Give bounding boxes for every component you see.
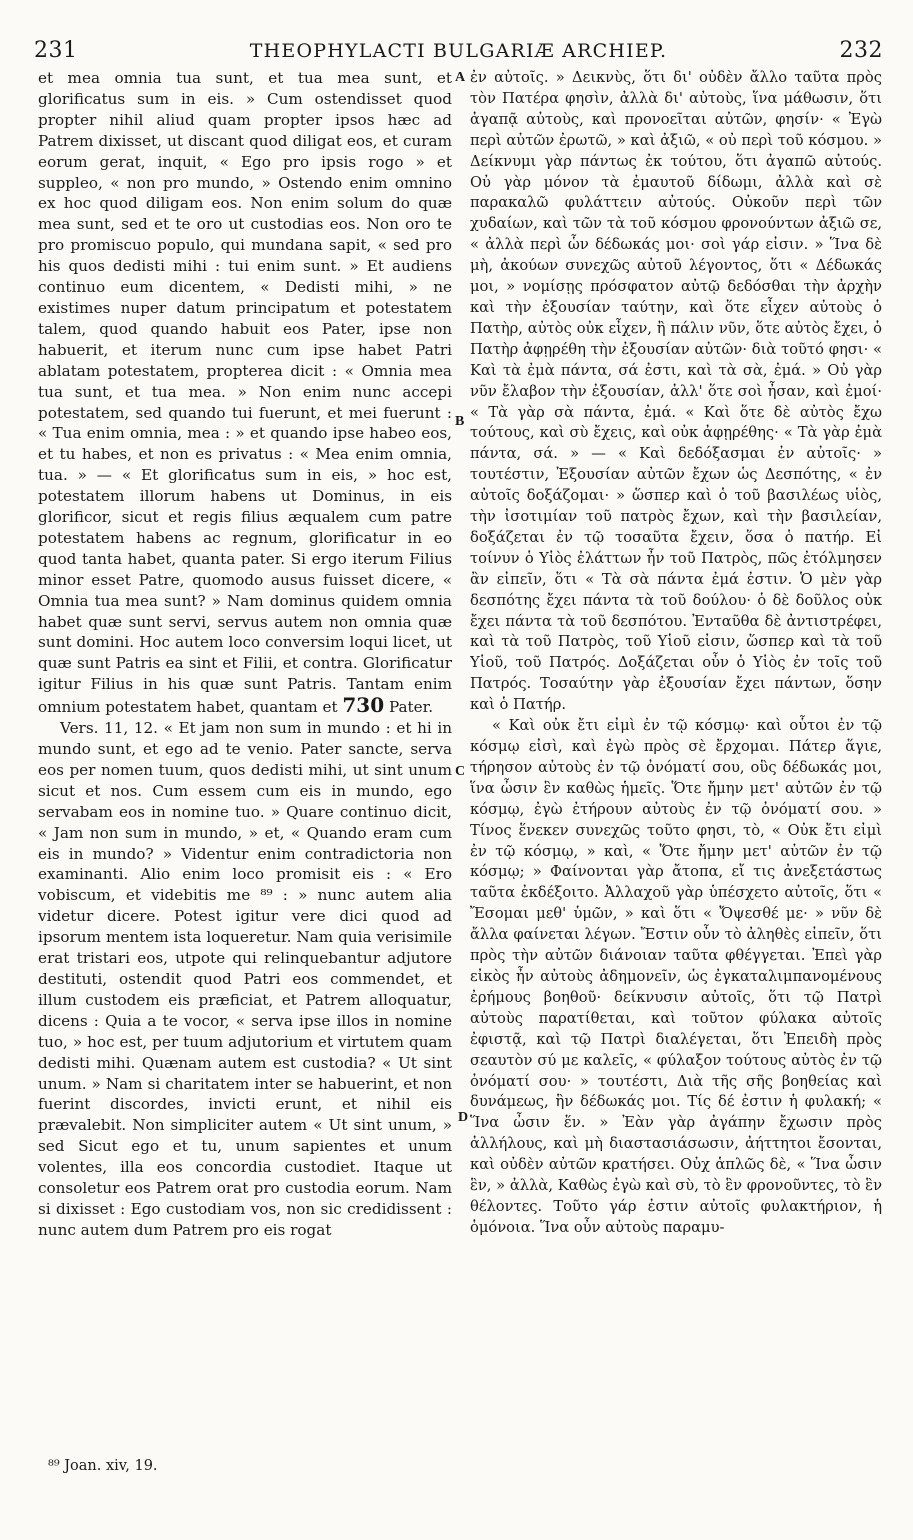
latin-column bbox=[38, 68, 452, 1430]
latin-paragraph bbox=[38, 68, 452, 718]
latin-paragraph: Vers. 11, 12. « Et jam non sum in mundo : et hi in mundo sunt, et ego ad te venio. Pater sancte, serva eos per nomen tuum, quos dedisti mihi, ut sint unum sicut et nos. Cum essem cum eis in mundo, ego servabam eos in nomine tuo. » Quare continuo dicit, « Jam non sum in mundo, » et, « Quando eram cum eis in mundo? » Videntur enim contradictoria non examinanti. Alio enim loco promisit eis : « Ero vobiscum, et videbitis me ⁸⁹ : » nunc autem alia videtur dicere. Potest igitur vere dici quod ad ipsorum mentem ista loqueretur. Nam quia verisimile erat tristari eos, utpote qui relinquebantur adjutore destituti, ostendit quod Patri eos commendet, et illum custodem eis præficiat, et Patrem alloquatur, dicens : Quia a te vocor, « serva ipse illos in nomine tuo, » hoc est, per tuum adjutorium et virtutem quam dedisti mihi. Quænam autem est custodia? « Ut sint unum. » Nam si charitatem inter se habuerint, et non fuerint discordes, invicti erunt, et nihil eis prævalebit. Non simpliciter autem « Ut sint unum, » sed Sicut ego et tu, unum sapientes et unum volentes, illa eos concordia custodiet. Itaque ut consoletur eos Patrem orat pro custodia eorum. Nam si dixisset : Ego custodiam vos, non sic credidissent : nunc autem dum Patrem pro eis rogat bbox=[38, 719, 452, 1239]
latin-text: et mea omnia tua sunt, et tua mea sunt, et glorificatus sum in eis. » Cum ostendisset quod propter nihil aliud quam propter ipsos hæc ad Patrem dixisset, ut discant quod diligat eos, et curam eorum gerat, inquit, « Ego pro ipsis rogo » et suppleo, « non pro mundo, » Ostendo enim omnino ex hoc quod diligam eos. Non enim solum do quæ mea sunt, sed et te oro ut custodias eos. Non oro te pro promiscuo populo, qui mundana sapit, « sed pro his quos dedisti mihi : tui enim sunt. » Et audiens continuo eum dicentem, « Dedisti mihi, » ne existimes nuper datum principatum et potestatem talem, quod quando habuit eos Pater, ipse non habuerit, et iterum nunc cum ipse habet Patri ablatam potestatem, propterea dicit : « Omnia mea tua sunt, et tua mea. » Non enim nunc accepi potestatem, sed quando tui fuerunt, et mei fuerunt : « Tua enim omnia, mea : » et quando ipse habeo eos, et tu habes, et non es privatus : « Mea enim omnia, tua. » — « Et glorificatus sum in eis, » hoc est, potestatem illorum habens ut Dominus, in eis glorificor, sicut et regis filius æqualem cum patre potestatem habens ac regnum, glorificatur in eo quod tanta habet, quanta pater. Si ergo iterum Filius minor esset Patre, quomodo ausus fuisset dicere, « Omnia tua mea sunt? » Nam dominus quidem omnia habet quæ sunt servi, servus autem non omnia quæ sunt domini. Hoc autem loco conversim loqui licet, ut quæ sunt Patris ea sint et Filii, et contra. Glorificatur igitur Filius in his quæ sunt Patris. Tantam enim omnium potestatem habet, quantam et bbox=[38, 69, 452, 717]
latin-text: Pater. bbox=[388, 698, 434, 717]
greek-paragraph: ἐν αὐτοῖς. » Δεικνὺς, ὅτι δι' οὐδὲν ἄλλο ταῦτα πρὸς τὸν Πατέρα φησὶν, ἀλλὰ δι' αὐτοὺς, ἵνα μάθωσιν, ὅτι ἀγαπᾷ αὐτοὺς, καὶ προνοεῖται αὐτῶν, φησίν· « Ἐγὼ περὶ αὐτῶν ἐρωτῶ, » καὶ ἀξιῶ, « οὐ περὶ τοῦ κόσμου. » Δείκνυμι γὰρ πάντως ἐκ τούτου, ὅτι ἀγαπῶ αὐτούς. Οὐ γὰρ μόνον τὰ ἐμαυτοῦ δίδωμι, ἀλλὰ καὶ σὲ παρακαλῶ φυλάττειν αὐτούς. Οὐκοῦν περὶ τῶν χυδαίων, καὶ τῶν τὰ τοῦ κόσμου φρονούντων ἀξιῶ σε, « ἀλλὰ περὶ ὧν δέδωκάς μοι· σοὶ γάρ εἰσιν. » Ἵνα δὲ μὴ, ἀκούων συνεχῶς αὐτοῦ λέγοντος, ὅτι « Δέδωκάς μοι, » νομίσῃς πρόσφατον αὐτῷ δεδόσθαι τὴν ἀρχὴν καὶ τὴν ἐξουσίαν ταύτην, καὶ ὅτε εἶχεν αὐτοὺς ὁ Πατὴρ, αὐτὸς οὐκ εἶχεν, ἢ πάλιν νῦν, ὅτε αὐτὸς ἔχει, ὁ Πατὴρ ἀφῃρέθη τὴν ἐξουσίαν αὐτῶν· διὰ τοῦτό φησι· « Καὶ τὰ ἐμὰ πάντα, σά ἐστι, καὶ τὰ σὰ, ἐμά. » Οὐ γὰρ νῦν ἔλαβον τὴν ἐξουσίαν, ἀλλ' ὅτε σοὶ ἦσαν, καὶ ἐμοί· « Τὰ γὰρ σὰ πάντα, ἐμά. « Καὶ ὅτε δὲ αὐτὸς ἔχω τούτους, καὶ σὺ ἔχεις, καὶ οὐκ ἀφῃρέθης· « Τὰ γὰρ ἐμὰ πάντα, σά. » — « Καὶ δεδόξασμαι ἐν αὐτοῖς· » τουτέστιν, Ἐξουσίαν αὐτῶν ἔχων ὡς Δεσπότης, « ἐν αὐτοῖς δοξάζομαι· » ὥσπερ καὶ ὁ τοῦ βασιλέως υἱὸς, τὴν ἰσοτιμίαν τοῦ πατρὸς ἔχων, καὶ τὴν βασιλείαν, δοξάζεται ἐν τῷ τοσαῦτα ἔχειν, ὅσα ὁ πατήρ. Εἰ τοίνυν ὁ Υἱὸς ἐλάττων ἦν τοῦ Πατρὸς, πῶς ἐτόλμησεν ἂν εἰπεῖν, ὅτι « Τὰ σὰ πάντα ἐμά ἐστιν. Ὁ μὲν γὰρ δεσπότης ἔχει πάντα τὰ τοῦ δούλου· ὁ δὲ δοῦλος οὐκ ἔχει πάντα τὰ τοῦ δεσπότου. Ἐνταῦθα δὲ ἀντιστρέφει, καὶ τὰ τοῦ Πατρὸς, τοῦ Υἱοῦ εἰσιν, ὥσπερ καὶ τὰ τοῦ Υἱοῦ, τοῦ Πατρός. Δοξάζεται οὖν ὁ Υἱὸς ἐν τοῖς τοῦ Πατρός. Τοσαύτην γὰρ ἐξουσίαν ἔχει πάντων, ὅσην καὶ ὁ Πατήρ. bbox=[470, 69, 882, 714]
left-page-number: 231 bbox=[34, 38, 78, 63]
margin-letter-d: D bbox=[458, 1110, 469, 1125]
margin-letter-a: A bbox=[455, 70, 466, 85]
margin-letter-b: B bbox=[455, 414, 465, 429]
running-title: THEOPHYLACTI BULGARIÆ ARCHIEP. bbox=[249, 40, 668, 62]
footnote: ⁸⁹ Joan. xiv, 19. bbox=[48, 1458, 158, 1474]
margin-letter-c: C bbox=[455, 764, 466, 779]
running-header bbox=[34, 38, 883, 64]
greek-paragraph: « Καὶ οὐκ ἔτι εἰμὶ ἐν τῷ κόσμῳ· καὶ οὗτοι ἐν τῷ κόσμῳ εἰσὶ, καὶ ἐγὼ πρὸς σὲ ἔρχομαι. Πάτερ ἅγιε, τήρησον αὐτοὺς ἐν τῷ ὀνόματί σου, οὓς δέδωκάς μοι, ἵνα ὦσιν ἓν καθὼς ἡμεῖς. Ὅτε ἤμην μετ' αὐτῶν ἐν τῷ κόσμῳ, ἐγὼ ἐτήρουν αὐτοὺς ἐν τῷ ὀνόματί σου. » Τίνος ἕνεκεν συνεχῶς τοῦτο φησι, τὸ, « Οὐκ ἔτι εἰμὶ ἐν τῷ κόσμῳ, » καὶ, « Ὅτε ἤμην μετ' αὐτῶν ἐν τῷ κόσμῳ; » Φαίνονται γὰρ ἄτοπα, εἴ τις ἀνεξετάστως ταῦτα ἐκδέξοιτο. Ἀλλαχοῦ γὰρ ὑπέσχετο αὐτοῖς, ὅτι « Ἔσομαι μεθ' ὑμῶν, » καὶ ὅτι « Ὄψεσθέ με· » νῦν δὲ ἄλλα φαίνεται λέγων. Ἔστιν οὖν τὸ ἀληθὲς εἰπεῖν, ὅτι πρὸς τὴν αὐτῶν διάνοιαν ταῦτα φθέγγεται. Ἐπεὶ γὰρ εἰκὸς ἦν αὐτοὺς ἀδημονεῖν, ὡς ἐγκαταλιμπανομένους ἐρήμους βοηθοῦ· δείκνυσιν αὐτοῖς, ὅτι τῷ Πατρὶ αὐτοὺς παρατίθεται, καὶ τοῦτον φύλακα αὐτοῖς ἐφιστᾷ, καὶ τῷ Πατρὶ διαλέγεται, ὅτι Ἐπειδὴ πρὸς σεαυτὸν σύ με καλεῖς, « φύλαξον τούτους αὐτὸς ἐν τῷ ὀνόματί σου· » τουτέστι, Διὰ τῆς σῆς βοηθείας καὶ δυνάμεως, ἣν δέδωκάς μοι. Τίς δέ ἐστιν ἡ φυλακή; « Ἵνα ὦσιν ἕν. » Ἐὰν γὰρ ἀγάπην ἔχωσιν πρὸς ἀλλήλους, καὶ μὴ διαστασιάσωσιν, ἀήττητοι ἔσονται, καὶ οὐδὲν αὐτῶν κρατήσει. Οὐχ ἁπλῶς δὲ, « Ἵνα ὦσιν ἓν, » ἀλλὰ, Καθὼς ἐγὼ καὶ σὺ, τὸ ἓν φρονοῦντες, τὸ ἓν θέλοντες. Τοῦτο γάρ ἐστιν αὐτοῖς φυλακτήριον, ἡ ὁμόνοια. Ἵνα οὖν αὐτοὺς παραμυ- bbox=[470, 717, 882, 1236]
column-number: 730 bbox=[342, 693, 385, 718]
right-page-number: 232 bbox=[839, 38, 883, 63]
greek-column bbox=[470, 68, 882, 1430]
